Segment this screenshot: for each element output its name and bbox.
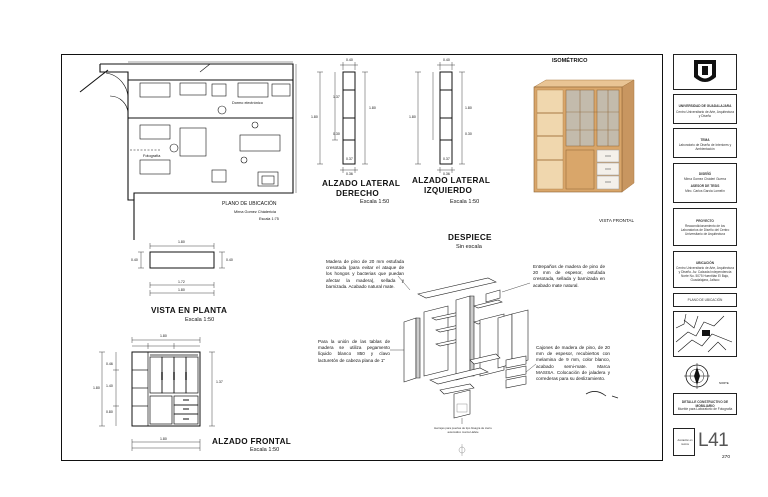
alzado-derecho-title-1: ALZADO LATERAL — [322, 179, 401, 188]
despiece-note-herrajes: Herrajes para puertas de tipo bisagra de cierre automático marca Hafele — [434, 426, 492, 434]
alzado-frontal-title: ALZADO FRONTAL — [212, 437, 292, 446]
tb-fecha: Acotación en metros — [673, 428, 695, 456]
despiece-note-madera: Madera de pino de 20 mm estufada cresotada (para evitar el ataque de los hongos y bacterias que puedan afectar la madera), sellada y barnizada. Acabado natural mate. — [326, 259, 404, 289]
room-label-fotografia: Fotografía — [143, 154, 161, 158]
plano-title: PLANO DE UBICACIÓN — [222, 201, 277, 207]
tb-ubicacion: UBICACIÓN Centro Universitario de Arte, Arquitectura y Diseño. Av. Calzada Independencia Norte No. 5075 Huentitán El Bajo, Guadalajara, Jalisco — [673, 251, 737, 288]
sheet-number: L41 — [698, 430, 729, 451]
isometrico-caption: VISTA FRONTAL — [599, 218, 635, 223]
page-number: 270 — [722, 455, 731, 460]
tb-tema: TEMA Laboratorio de Diseño de Interiores y Ambientación — [673, 128, 737, 158]
alzado-izquierdo-scale: Escala 1:50 — [450, 199, 480, 205]
tb-proyecto: PROYECTO Reacondicionamiento de los Laboratorios de Diseño del Centro Universitario de Arquitectura — [673, 208, 737, 246]
plano-subtitle: Mirna Gomez Chádericia — [234, 210, 276, 214]
tb-diseno: DISEÑÓ Mirna Gomez Cháderi Guerra ASESOR DE TESIS Mtro. Carlos Garcia Lomelín — [673, 163, 737, 203]
alzado-derecho-title-2: DERECHO — [336, 189, 380, 198]
alzado-derecho-scale: Escala 1:50 — [360, 199, 390, 205]
despiece-note-union: Para la unión de las tablas de madera se utiliza pegamento líquido blanco 850 y clavo lacturetón de cabeza plana de 1" — [318, 339, 390, 363]
despiece-title: DESPIECE — [448, 233, 492, 242]
plano-scale: Escala 1:75 — [259, 217, 279, 221]
tb-university: UNIVERSIDAD DE GUADALAJARA Centro Universitario de Arte, Arquitectura y Diseño — [673, 94, 737, 124]
vista-planta-scale: Escala 1:50 — [185, 317, 215, 323]
alzado-izquierdo-title-2: IZQUIERDO — [424, 186, 473, 195]
north-label: NORTE — [719, 381, 729, 385]
isometrico-title: ISOMÉTRICO — [552, 58, 588, 64]
vista-planta-title: VISTA EN PLANTA — [151, 306, 228, 315]
room-label-dormo: Dormo electrónico — [232, 101, 263, 105]
tb-plano-label: PLANO DE UBICACIÓN — [673, 293, 737, 307]
university-seal — [673, 54, 737, 90]
despiece-note-entrepanos: Entrepaños de madera de pino de 20 mm de espesor, estufada cresotada, sellada y barnizada en acabado mate natural. — [533, 264, 605, 288]
alzado-izquierdo-title-1: ALZADO LATERAL — [412, 176, 491, 185]
tb-detalle: DETALLE CONSTRUCTIVO DE MOBILIARIO Mueble para Laboratorio de Fotografía — [673, 393, 737, 415]
despiece-note-cajones: Cajones de madera de pino, de 20 mm de espesor, recubiertos con melamina de 9 mm, color blanco, acabado semi-mate. Marca MASISA. Colocación de jaladera y correderas para su deslizamiento. — [536, 345, 610, 382]
tb-north — [673, 361, 737, 391]
despiece-scale: Sin escala — [456, 244, 482, 250]
alzado-frontal-scale: Escala 1:50 — [250, 447, 280, 453]
tb-location-map — [673, 311, 737, 357]
